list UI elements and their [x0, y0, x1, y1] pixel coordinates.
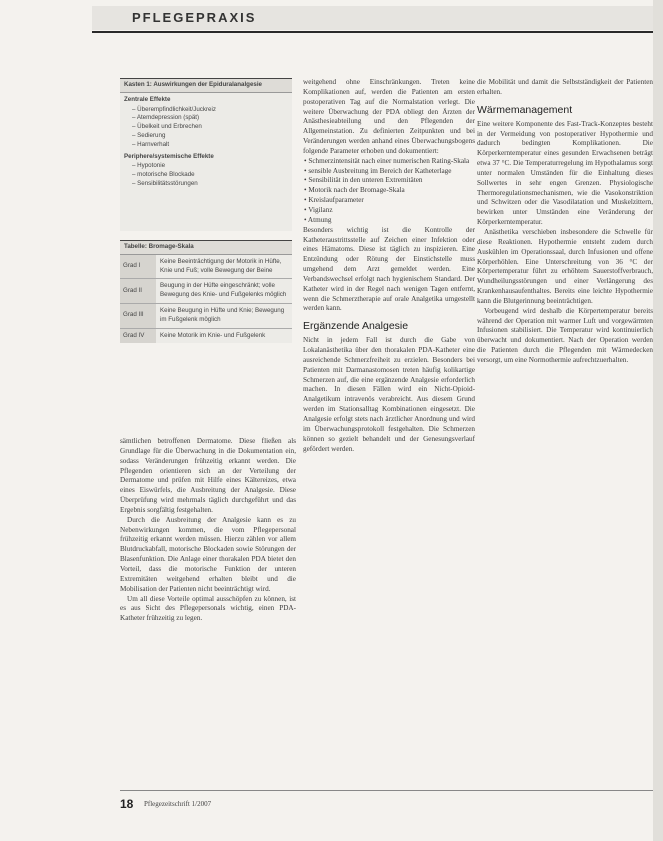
- body-paragraph: weitgehend ohne Einschränkungen. Treten keine Komplikationen auf, werden die Patienten am ersten postoperativen Tag auf die Normalstation verlegt. Die weitere Überwachung der PDA obliegt den Ärzten der Anästhesieabteilung und den Pflegenden der Allgemeinstation. Zu definierten Zeitpunkten und bei Veränderungen werden anhand eines Überwachungsbogens folgende Parameter erhoben und dokumentiert:: [303, 78, 475, 155]
- list-item: • Sensibilität in den unteren Extremitäten: [304, 176, 423, 185]
- list-item: – Hypotonie: [132, 162, 166, 170]
- box-section-heading: Zentrale Effekte: [124, 95, 171, 103]
- page-gutter: [653, 0, 663, 841]
- grade-cell: Grad II: [120, 279, 156, 303]
- bromage-scale-table: [120, 240, 292, 343]
- list-item: – Atemdepression (spät): [132, 114, 200, 122]
- list-item: • Atmung: [304, 215, 332, 224]
- body-paragraph: sämtlichen betroffenen Dermatome. Diese fließen als Grundlage für die Überwachung in die Dokumentation ein, sodass Veränderungen frühzeitig erkannt werden. Die Pflegenden orientieren sich an der Verteilung der Dermatome und prüfen mit Hilfe eines Kältereizes, etwa eines Eiswürfels, die Ausbreitung der Analgesie. Diese Überprüfung wird mehrmals täglich durchgeführt und das Ergebnis sorgfältig festgehalten.: [120, 437, 296, 514]
- body-paragraph: Eine weitere Komponente des Fast-Track-Konzeptes besteht in der Vermeidung von postoperativer Hypothermie und dadurch bedingten Komplikationen. Die Körperkerntemperatur eines gesunden Erwachsenen beträgt etwa 37 °C. Die Temperaturregelung im Hypothalamus sorgt unter normalen Umständen für die Einhaltung dieses Sollwertes in sehr engen Grenzen. Physiologische Thermoregulationsmechanismen, wie die Vasokonstriktion und Schwitzen oder die Vasodilatation und Muskelzittern, bewirken unter Umständen eine Veränderung der Körperkerntemperatur.: [477, 119, 653, 227]
- table-row: [120, 279, 292, 304]
- body-paragraph: Durch die Ausbreitung der Analgesie kann es zu Nebenwirkungen kommen, die vom Pflegepersonal frühzeitig erkannt werden müssen. Hierzu zählen vor allem Blutdruckabfall, motorische Blockaden sowie Störungen der Blasenfunktion. Die Anlage einer thorakalen PDA bietet den Vorteil, dass die motorische Funktion der unteren Extremitäten weitgehend erhalten bleibt und die Mobilisation der Patienten nicht beeinträchtigt wird.: [120, 515, 296, 593]
- body-paragraph: Um all diese Vorteile optimal ausschöpfen zu können, ist es aus Sicht des Pflegepersonals wichtig, einen PDA-Katheter frühzeitig zu legen.: [120, 594, 296, 623]
- box-section-heading: Periphere/systemische Effekte: [124, 152, 214, 160]
- body-paragraph: Besonders wichtig ist die Kontrolle der Katheteraustrittsstelle auf Zeichen einer Infektion oder eines Hämatoms. Diese ist täglich zu inspizieren. Eine Entzündung oder Rötung der Einstichstelle muss umgehend dem Arzt gemeldet werden. Eine Verbandswechsel erfolgt nach hygienischem Standard. Der Katheter wird in der Regel nach wenigen Tagen entfernt, wenn die Schmerztherapie auf orale Analgetika umgestellt werden kann.: [303, 225, 475, 313]
- section-heading: Wärmemanagement: [477, 103, 573, 116]
- list-item: – motorische Blockade: [132, 171, 195, 179]
- section-header: PFLEGEPRAXIS: [132, 10, 257, 25]
- journal-footer: Pflegezeitschrift 1/2007: [144, 800, 212, 808]
- grade-cell: Grad III: [120, 304, 156, 328]
- table-row: [120, 255, 292, 280]
- list-item: • Motorik nach der Bromage-Skala: [304, 186, 405, 195]
- table-row: [120, 304, 292, 329]
- text-column-3: [477, 78, 653, 366]
- header-rule: [92, 31, 663, 33]
- footer-rule: [120, 790, 653, 791]
- list-item: – Übelkeit und Erbrechen: [132, 123, 202, 131]
- section-heading: Ergänzende Analgesie: [303, 320, 409, 333]
- body-paragraph: Vorbeugend wird deshalb die Körpertemperatur bereits während der Operation mit warmer Luft und vorgewärmten Infusionen stabilisiert. Die Temperatur wird kontinuierlich überwacht und dokumentiert. Nach der Operation werden die Patienten durch die Pflegenden mit Wärmedecken versorgt, um eine Normothermie aufrechtzuerhalten.: [477, 306, 653, 364]
- description-cell: Keine Motorik im Knie- und Fußgelenk: [160, 331, 266, 339]
- text-column-2: [303, 78, 475, 454]
- list-item: • Schmerzintensität nach einer numerischen Rating-Skala: [304, 156, 470, 165]
- body-paragraph: Anästhetika verschieben insbesondere die Schwelle für diese Reaktionen. Hypothermie entsteht zudem durch Auskühlen im Operationssaal, durch Infusionen und offene Körperhöhlen. Eine Unterschreitung von 36 °C der Körpertemperatur führt zu erhöhtem Sauerstoffverbrauch, Wundheilungsstörungen und einer Verlängerung des Krankenhausaufenthaltes. Bereits eine leichte Hypothermie kann die Blutgerinnung beeinträchtigen.: [477, 227, 653, 305]
- body-paragraph: Nicht in jedem Fall ist durch die Gabe von Lokalanästhetika über den thorakalen PDA-Katheter eine ausreichende Schmerzfreiheit zu erzielen. Besonders bei Patienten mit Darmanastomosen treten häufig kolikartige Schmerzen auf, die eine ergänzende Analgesie erforderlich machen. In diesen Fällen wird ein Nicht-Opioid-Analgetikum intravenös verabreicht. Aus diesem Grund werden im Stationsalltag Kombinationen eingesetzt. Die Analgesie erfolgt stets nach ärztlicher Anordnung und wird im Überwachungsprotokoll festgehalten. Die Schmerzen können so gezielt behandelt und der Genesungsverlauf gefördert werden.: [303, 336, 475, 453]
- grade-cell: Grad IV: [120, 329, 156, 344]
- list-item: – Überempfindlichkeit/Juckreiz: [132, 105, 216, 113]
- info-box-effects: [120, 78, 292, 231]
- box-caption: Kasten 1: Auswirkungen der Epiduralanalgesie: [120, 79, 292, 93]
- description-cell: Beugung in der Hüfte eingeschränkt; volle Bewegung des Knie- und Fußgelenks möglich: [160, 282, 287, 299]
- list-item: • Kreislaufparameter: [304, 196, 364, 205]
- description-cell: Keine Beugung in Hüfte und Knie; Bewegung im Fußgelenk möglich: [160, 306, 285, 323]
- page-number: 18: [120, 797, 134, 811]
- table-row: [120, 329, 292, 344]
- body-paragraph: die Mobilität und damit die Selbstständigkeit der Patienten erhalten.: [477, 78, 653, 96]
- list-item: – Sedierung: [132, 131, 166, 139]
- text-column-1: [120, 437, 296, 624]
- list-item: • Vigilanz: [304, 205, 333, 214]
- table-caption: Tabelle: Bromage-Skala: [120, 241, 292, 255]
- list-item: • sensible Ausbreitung im Bereich der Katheterlage: [304, 166, 452, 175]
- grade-cell: Grad I: [120, 255, 156, 279]
- list-item: – Sensibilitätsstörungen: [132, 179, 198, 187]
- description-cell: Keine Beeinträchtigung der Motorik in Hüfte, Knie und Fuß; volle Bewegung der Beine: [160, 257, 282, 274]
- list-item: – Harnverhalt: [132, 140, 170, 148]
